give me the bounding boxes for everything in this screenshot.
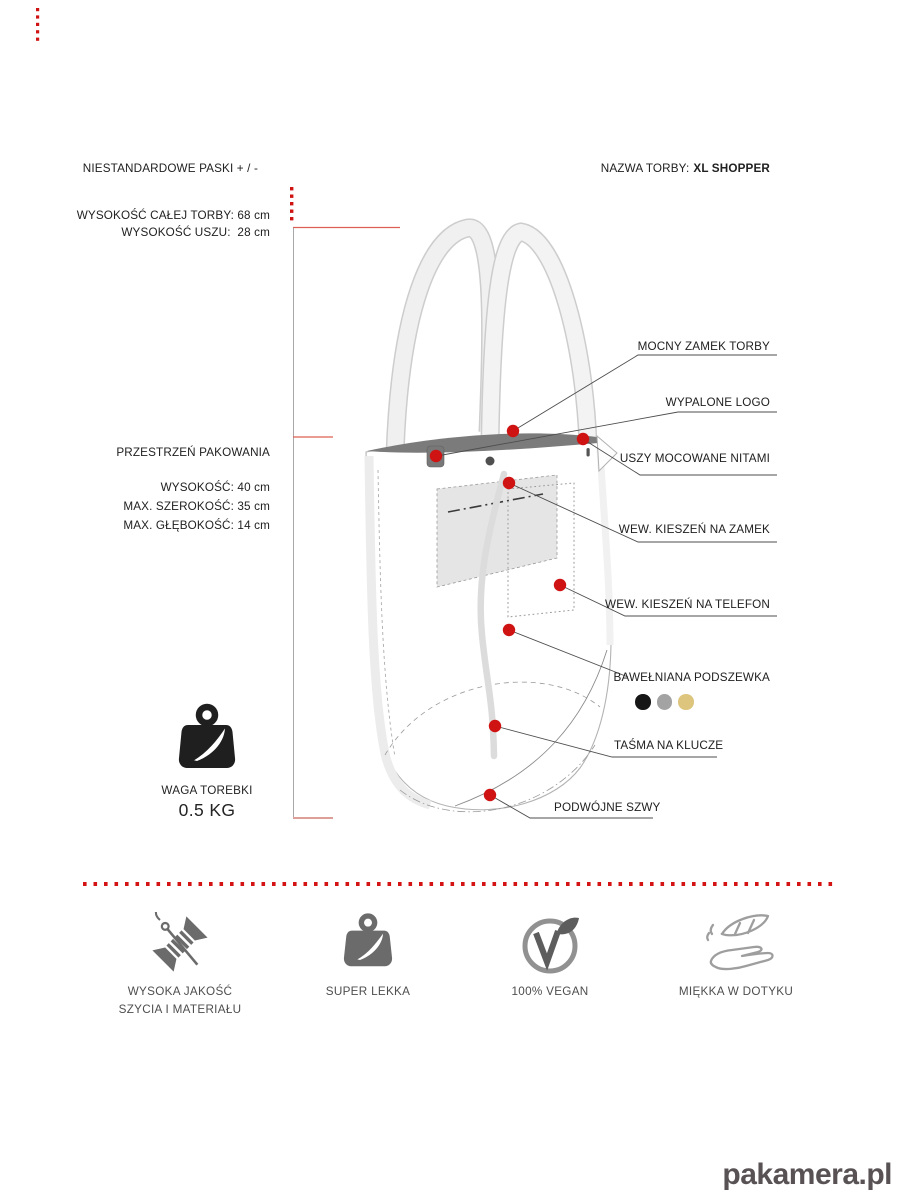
weight-value: 0.5 KG <box>178 800 236 820</box>
callout-double-seams: PODWÓJNE SZWY <box>554 801 661 814</box>
feature-vegan-label: 100% VEGAN <box>511 985 589 998</box>
feature-quality-label-line1: WYSOKA JAKOŚĆ <box>127 985 233 998</box>
feature-soft-touch-label: MIĘKKA W DOTYKU <box>678 985 794 998</box>
packing-max-depth: MAX. GŁĘBOKOŚĆ: 14 cm <box>123 519 270 532</box>
callout-key-strap: TAŚMA NA KLUCZE <box>614 739 724 752</box>
total-height-spec: WYSOKOŚĆ CAŁEJ TORBY: 68 cm <box>76 209 270 222</box>
weight-feather-icon <box>173 702 241 780</box>
bag-name <box>601 162 770 175</box>
lining-color-swatches <box>635 694 694 710</box>
color-swatch-gray <box>657 694 673 710</box>
feature-quality-label-line2: SZYCIA I MATERIAŁU <box>118 1003 242 1016</box>
color-swatch-sand <box>678 694 694 710</box>
bag-name-label: NAZWA TORBY: <box>600 162 690 175</box>
callout-burned-logo: WYPALONE LOGO <box>665 396 770 409</box>
red-dotted-marks <box>36 8 293 220</box>
vegan-icon <box>518 912 582 976</box>
handle-height-spec: WYSOKOŚĆ USZU: 28 cm <box>121 226 270 239</box>
custom-straps-note: NIESTANDARDOWE PASKI + / - <box>82 162 258 175</box>
callout-inner-zip-pocket: WEW. KIESZEŃ NA ZAMEK <box>618 523 770 536</box>
lightweight-icon <box>336 912 400 976</box>
color-swatch-black <box>635 694 651 710</box>
soft-touch-icon <box>704 912 776 976</box>
weight-label: WAGA TOREBKI <box>161 784 253 797</box>
packing-height: WYSOKOŚĆ: 40 cm <box>160 481 270 494</box>
packing-max-width: MAX. SZEROKOŚĆ: 35 cm <box>123 500 270 513</box>
callout-phone-pocket: WEW. KIESZEŃ NA TELEFON <box>605 598 770 611</box>
callout-riveted-handles: USZY MOCOWANE NITAMI <box>619 452 770 465</box>
pakamera-watermark: pakamera.pl <box>722 1158 892 1191</box>
callout-cotton-lining: BAWEŁNIANA PODSZEWKA <box>613 671 770 684</box>
feature-lightweight-label: SUPER LEKKA <box>325 985 411 998</box>
thread-needle-icon <box>148 912 212 976</box>
callout-strong-zipper: MOCNY ZAMEK TORBY <box>637 340 770 353</box>
packing-space-title: PRZESTRZEŃ PAKOWANIA <box>116 446 270 459</box>
bag-name-value: XL SHOPPER <box>693 162 770 175</box>
